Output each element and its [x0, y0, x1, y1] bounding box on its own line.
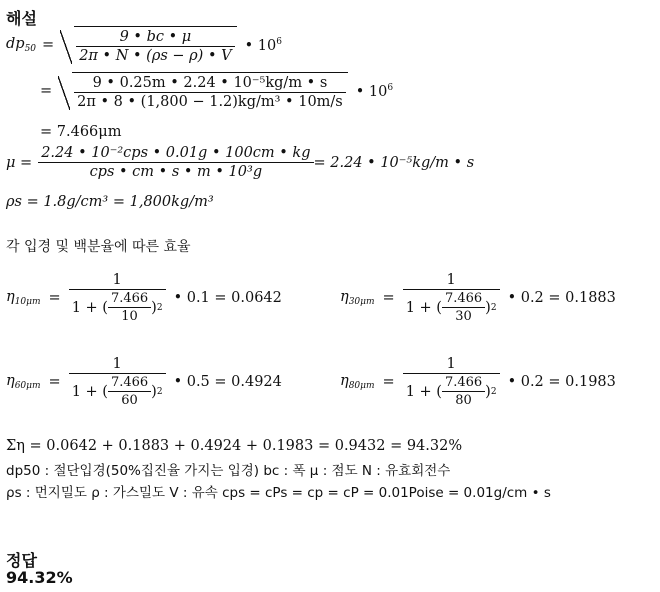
- eq4-rhs: = 2.24 • 10⁻⁵kg/m • s: [313, 154, 475, 171]
- answer-heading: 정답: [6, 551, 37, 570]
- efficiency-symbol: $\eta_{30\mu m}$: [340, 289, 375, 307]
- efficiency-sum: Ση = 0.0642 + 0.1883 + 0.4924 + 0.1983 = 0.9432 = 94.32%: [6, 438, 463, 454]
- equation-cutsize-result: = 7.466μm: [40, 124, 122, 140]
- eq1-denominator: 2π • N • (ρs − ρ) • V: [79, 48, 232, 64]
- equation-density: ρs = 1.8g/cm³ = 1,800kg/m³: [6, 194, 214, 210]
- eq2-tail: • $10^6$: [355, 82, 394, 100]
- efficiency-result: • 0.2 = 0.1883: [507, 290, 616, 306]
- efficiency-result: • 0.5 = 0.4924: [173, 374, 282, 390]
- efficiency-equation: $\eta_{60\mu m}$ = 1 1 + ( $\frac{7.466}{60}$ ) 2 • 0.5 = 0.4924: [6, 356, 282, 408]
- equation-viscosity: [6, 145, 474, 180]
- efficiency-symbol: $\eta_{80\mu m}$: [340, 373, 375, 391]
- efficiency-section-title: 각 입경 및 백분율에 따른 효율: [6, 239, 191, 255]
- equation-cutsize-substitution: = $\frac{\text{9 • 0.25m • 2.24 • 10⁻⁵kg/m • s}}{\text{2π • 8 • (1,800 − 1.2)kg/m³ • 10m/s}}$ • $10^6$: [40, 72, 393, 110]
- equation-cutsize-formula: $dp_{50}$ = $\frac{9 • bc • \mu}{2\pi • N • (\rho s - \rho) • V}$ • $10^6$: [6, 26, 282, 64]
- eq4-numerator: 2.24 • 10⁻²cps • 0.01g • 100cm • kg: [38, 145, 313, 163]
- eq4-denominator: cps • cm • s • m • 10³g: [89, 164, 263, 180]
- eq1-lhs: $dp_{50}$: [6, 36, 37, 54]
- efficiency-symbol: $\eta_{60\mu m}$: [6, 373, 41, 391]
- efficiency-result: • 0.1 = 0.0642: [173, 290, 282, 306]
- efficiency-fraction: 1 1 + ( $\frac{7.466}{60}$ ) 2: [69, 356, 166, 408]
- efficiency-result: • 0.2 = 0.1983: [507, 374, 616, 390]
- eq4-lhs: μ =: [6, 154, 33, 171]
- efficiency-equation: $\eta_{80\mu m}$ = 1 1 + ( $\frac{7.466}{80}$ ) 2 • 0.2 = 0.1983: [340, 356, 616, 408]
- eq2-sqrt: [58, 72, 348, 110]
- eq1-numerator: 9 • bc • μ: [76, 29, 234, 47]
- symbol-legend-line-2: ρs : 먼지밀도 ρ : 가스밀도 V : 유속 cps = cPs = cp = cP = 0.01Poise = 0.01g/cm • s: [6, 485, 551, 501]
- symbol-legend-line-1: dp50 : 절단입경(50%집진율 가지는 입경) bc : 폭 μ : 점도 N : 유효회전수: [6, 463, 451, 479]
- efficiency-equation: $\eta_{10\mu m}$ = 1 1 + ( $\frac{7.466}{10}$ ) 2 • 0.1 = 0.0642: [6, 272, 282, 324]
- eq2-denominator: 2π • 8 • (1,800 − 1.2)kg/m³ • 10m/s: [77, 94, 343, 110]
- answer-value: 94.32%: [6, 568, 73, 587]
- efficiency-equation: $\eta_{30\mu m}$ = 1 1 + ( $\frac{7.466}{30}$ ) 2 • 0.2 = 0.1883: [340, 272, 616, 324]
- efficiency-fraction: 1 1 + ( $\frac{7.466}{30}$ ) 2: [403, 272, 500, 324]
- eq1-tail: • $10^6$: [244, 36, 282, 54]
- efficiency-fraction: 1 1 + ( $\frac{7.466}{80}$ ) 2: [403, 356, 500, 408]
- solution-heading: 해설: [6, 9, 37, 28]
- efficiency-symbol: $\eta_{10\mu m}$: [6, 289, 41, 307]
- eq2-numerator: 9 • 0.25m • 2.24 • 10⁻⁵kg/m • s: [74, 75, 346, 93]
- eq1-sqrt: [60, 26, 236, 64]
- efficiency-fraction: 1 1 + ( $\frac{7.466}{10}$ ) 2: [69, 272, 166, 324]
